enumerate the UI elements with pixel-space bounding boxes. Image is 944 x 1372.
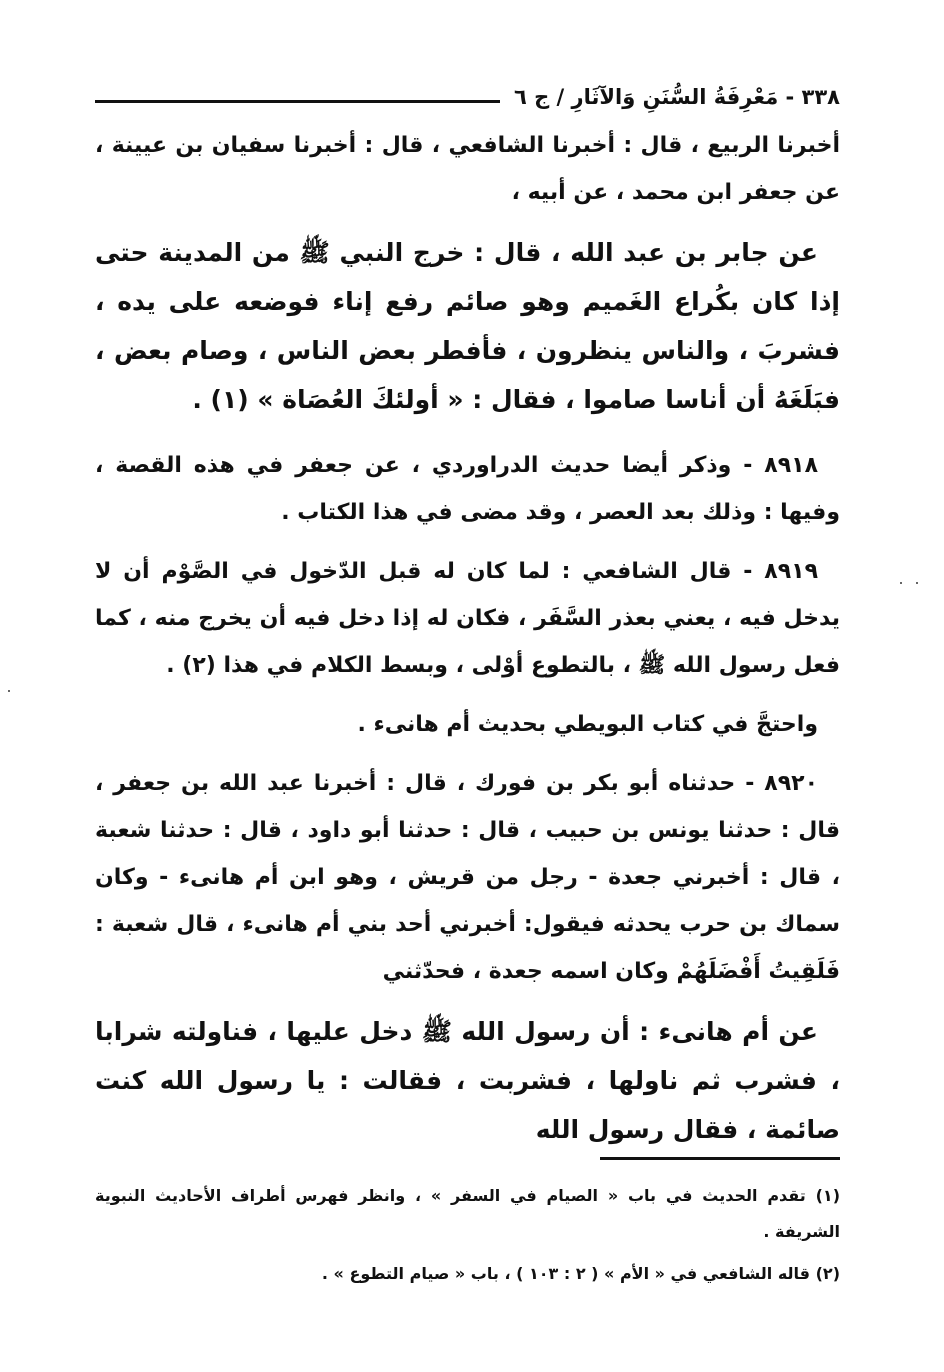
main-text bbox=[95, 122, 840, 1154]
footnote-rule bbox=[600, 1157, 840, 1160]
scan-speck bbox=[916, 582, 918, 584]
hadith-paragraph: عن جابر بن عبد الله ، قال : خرج النبي ﷺ من المدينة حتى إذا كان بكُراع الغَميم وهو صائم رفع إناء فوضعه على يده ، فشربَ ، والناس ينظرون ، فأفطر بعض الناس ، وصام بعض ، فبَلَغَهُ أن أناسا صاموا ، فقال : « أولئكَ العُصَاة » (١) . bbox=[95, 238, 840, 414]
isnad-paragraph: أخبرنا الربيع ، قال : أخبرنا الشافعي ، قال : أخبرنا سفيان بن عيينة ، عن جعفر ابن محمد ، عن أبيه ، bbox=[95, 133, 840, 205]
scan-speck bbox=[8, 690, 10, 692]
buwayti-paragraph: واحتجَّ في كتاب البويطي بحديث أم هانىء . bbox=[357, 712, 818, 737]
umm-hani-hadith: عن أم هانىء : أن رسول الله ﷺ دخل عليها ، فناولته شرابا ، فشرب ثم ناولها ، فشربت ، فقالت : يا رسول الله كنت صائمة ، فقال رسول الله bbox=[95, 1017, 840, 1144]
page bbox=[95, 78, 840, 1154]
header-title: ٣٣٨ - مَعْرِفَةُ السُّنَنِ وَالآثَارِ / ج ٦ bbox=[513, 85, 840, 109]
paragraph-8918: ٨٩١٨ - وذكر أيضا حديث الدراوردي ، عن جعفر في هذه القصة ، وفيها : وذلك بعد العصر ، وقد مضى في هذا الكتاب . bbox=[95, 453, 840, 525]
footnotes bbox=[95, 1178, 840, 1292]
header-rule bbox=[95, 100, 500, 103]
scan-speck bbox=[900, 582, 902, 584]
running-header bbox=[95, 78, 840, 110]
footnote-1: (١) تقدم الحديث في باب « الصيام في السفر » ، وانظر فهرس أطراف الأحاديث النبوية الشريفة . bbox=[95, 1186, 840, 1241]
paragraph-8920: ٨٩٢٠ - حدثناه أبو بكر بن فورك ، قال : أخبرنا عبد الله بن جعفر ، قال : حدثنا يونس بن حبيب ، قال : حدثنا أبو داود ، قال : حدثنا شعبة ، قال : أخبرني جعدة - رجل من قريش ، وهو ابن أم هانىء - وكان سماك بن حرب يحدثه فيقول: أخبرني أحد بني أم هانىء ، قال شعبة : فَلَقِيتُ أَفْضَلَهُمْ وكان اسمه جعدة ، فحدّثني bbox=[95, 771, 840, 984]
footnote-2: (٢) قاله الشافعي في « الأم » ( ٢ : ١٠٣ ) ، باب « صيام التطوع » . bbox=[321, 1264, 840, 1283]
paragraph-8919: ٨٩١٩ - قال الشافعي : لما كان له قبل الدّخول في الصَّوْم أن لا يدخل فيه ، يعني بعذر السَّفَر ، فكان له إذا دخل فيه أن يخرج منه ، كما فعل رسول الله ﷺ ، بالتطوع أوْلى ، وبسط الكلام في هذا (٢) . bbox=[95, 559, 840, 678]
